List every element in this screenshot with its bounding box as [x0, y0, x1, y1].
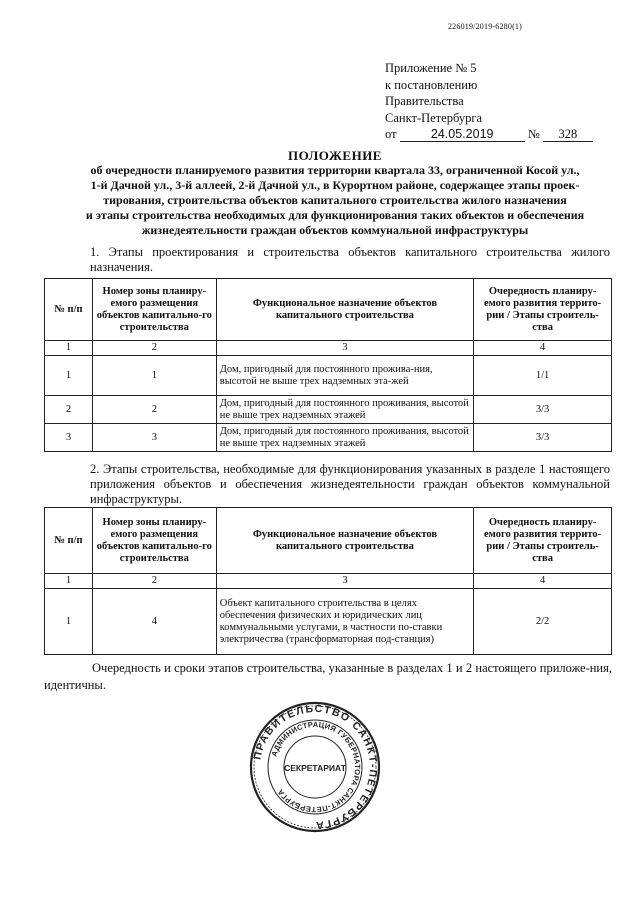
index-cell: 2: [92, 574, 216, 589]
appendix-line-4: Санкт-Петербурга: [385, 110, 483, 125]
table-row: [45, 356, 612, 396]
title-line-2: 1-й Дачной ул., 3-й аллеей, 2-й Дачной ул., в Курортном районе, содержащее этапы проек-: [90, 178, 580, 192]
col-header-stage: Очередность планиру-емого развития террито-рии / Этапы строитель-ства: [474, 279, 612, 341]
table-header-row: [45, 508, 612, 574]
appendix-block: [385, 60, 593, 143]
index-cell: 3: [216, 341, 473, 356]
seal-outer-text: ПРАВИТЕЛЬСТВО САНКТ-ПЕТЕРБУРГА: [251, 702, 380, 832]
index-cell: 1: [45, 574, 93, 589]
title-line-4: и этапы строительства необходимых для функционирования таких объектов и обеспечения: [85, 208, 585, 222]
index-cell: 3: [216, 574, 473, 589]
table-index-row: [45, 574, 612, 589]
index-cell: 4: [474, 574, 612, 589]
table-row: [45, 396, 612, 424]
col-header-zone: Номер зоны планиру-емого размещения объектов капитально-го строительства: [92, 508, 216, 574]
row-purpose: Объект капитального строительства в целях обеспечения физических и юридических лиц коммунальными услугами, в частности по-ставки электричества (трансформаторная под-станция): [216, 589, 473, 655]
row-stage: 1/1: [474, 356, 612, 396]
row-purpose: Дом, пригодный для постоянного прожива-ния, высотой не выше трех надземных эта-жей: [216, 356, 473, 396]
appendix-line-1: Приложение № 5: [385, 61, 477, 75]
table-index-row: [45, 341, 612, 356]
section-1-heading: 1. Этапы проектирования и строительства объектов капитального строительства жилого назначения.: [90, 245, 610, 274]
section-2-heading: 2. Этапы строительства, необходимые для функционирования указанных в разделе 1 настоящего приложения объектов и обеспечения жизнедеятельности граждан объектов коммунальной инфраструктуры.: [90, 462, 610, 506]
resolution-number: 328: [543, 127, 593, 142]
col-header-stage: Очередность планиру-емого развития террито-рии / Этапы строитель-ства: [474, 508, 612, 574]
row-zone: 2: [92, 396, 216, 424]
table-header-row: [45, 279, 612, 341]
row-number: 1: [45, 589, 93, 655]
row-number: 1: [45, 356, 93, 396]
seal-center-text: СЕКРЕТАРИАТ: [284, 763, 346, 773]
col-header-purpose: Функциональное назначение объектов капитального строительства: [216, 508, 473, 574]
col-header-purpose: Функциональное назначение объектов капитального строительства: [216, 279, 473, 341]
row-stage: 2/2: [474, 589, 612, 655]
title-line-3: тирования, строительства объектов капитального строительства жилого назначения: [103, 193, 567, 207]
row-purpose: Дом, пригодный для постоянного проживания, высотой не выше трех надземных этажей: [216, 396, 473, 424]
section-1-table: [44, 278, 612, 452]
title-line-5: жизнедеятельности граждан объектов коммунальной инфраструктуры: [141, 223, 529, 237]
seal-inner-text: АДМИНИСТРАЦИЯ ГУБЕРНАТОРА САНКТ-ПЕТЕРБУРГА: [269, 719, 363, 815]
title-line-1: об очередности планируемого развития территории квартала 33, ограниченной Косой ул.,: [90, 163, 580, 177]
official-seal: [248, 700, 382, 834]
row-zone: 1: [92, 356, 216, 396]
col-header-number: № п/п: [45, 508, 93, 574]
document-title: [40, 148, 630, 238]
index-cell: 1: [45, 341, 93, 356]
resolution-date: 24.05.2019: [400, 127, 525, 142]
row-stage: 3/3: [474, 424, 612, 452]
table-row: [45, 424, 612, 452]
row-zone: 4: [92, 589, 216, 655]
row-number: 2: [45, 396, 93, 424]
appendix-line-2: к постановлению: [385, 77, 478, 92]
from-label: от: [385, 127, 397, 141]
row-zone: 3: [92, 424, 216, 452]
appendix-line-3: Правительства: [385, 94, 464, 108]
row-stage: 3/3: [474, 396, 612, 424]
table-row: [45, 589, 612, 655]
section-2-table: [44, 507, 612, 655]
row-number: 3: [45, 424, 93, 452]
col-header-number: № п/п: [45, 279, 93, 341]
title-heading: ПОЛОЖЕНИЕ: [288, 148, 382, 163]
row-purpose: Дом, пригодный для постоянного проживания, высотой не выше трех надземных этажей: [216, 424, 473, 452]
col-header-zone: Номер зоны планиру-емого размещения объектов капитально-го строительства: [92, 279, 216, 341]
document-id: 226019/2019-6280(1): [447, 22, 522, 31]
number-label: №: [527, 127, 540, 141]
appendix-date-row: [385, 126, 593, 143]
index-cell: 2: [92, 341, 216, 356]
index-cell: 4: [474, 341, 612, 356]
closing-paragraph: Очередность и сроки этапов строительства, указанные в разделах 1 и 2 настоящего приложе-ния, идентичны.: [44, 661, 612, 692]
